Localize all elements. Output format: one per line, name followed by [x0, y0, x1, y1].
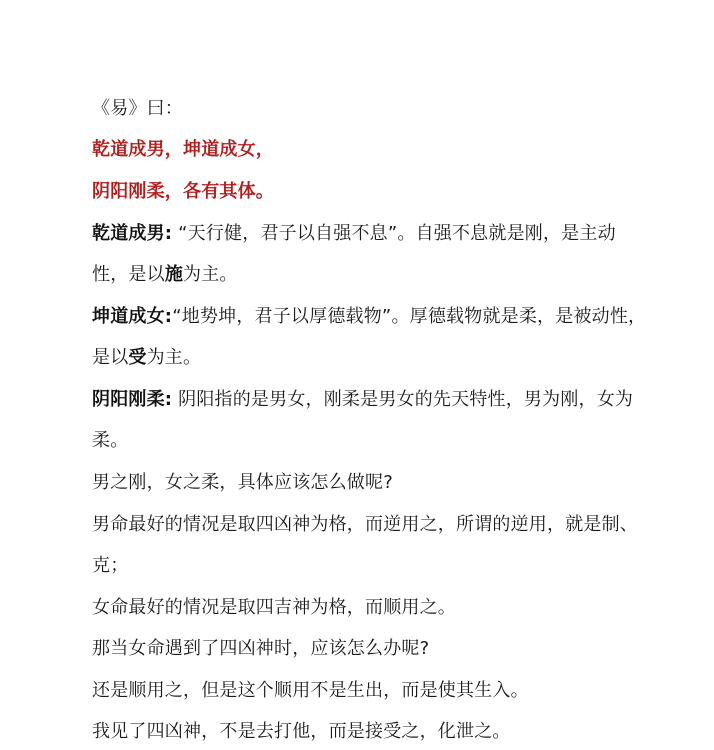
question-text: 男之刚，女之柔，具体应该怎么做呢?	[92, 472, 393, 493]
kun-term: 坤道成女:	[92, 306, 173, 327]
female-text: 女命最好的情况是取四吉神为格，而顺用之。	[92, 597, 456, 618]
last-text: 我见了四凶神，不是去打他，而是接受之，化泄之。	[92, 721, 511, 742]
red-heading-line-1	[92, 138, 274, 162]
qian-term: 乾道成男:	[92, 223, 173, 244]
yinyang-text-2: 柔。	[92, 430, 129, 451]
female-question-paragraph	[92, 637, 429, 661]
yinyang-text-1: 阴阳指的是男女，刚柔是男女的先天特性，男为刚，女为	[172, 389, 634, 410]
kun-text-1: “地势坤，君子以厚德载物”。厚德载物就是柔，是被动性，	[172, 306, 647, 327]
red-heading-text-2: 阴阳刚柔，各有其体。	[92, 181, 274, 202]
question-paragraph	[92, 471, 393, 495]
qian-text-1: “天行健，君子以自强不息”。自强不息就是刚，是主动	[172, 223, 616, 244]
qian-emphasis: 施	[164, 264, 184, 285]
qian-text-2c: 为主。	[183, 264, 238, 285]
kun-paragraph-line-1	[92, 305, 646, 329]
last-paragraph	[92, 720, 511, 744]
qian-paragraph-line-1	[92, 222, 616, 246]
female-paragraph	[92, 596, 456, 620]
yinyang-paragraph-line-2	[92, 429, 128, 453]
kun-emphasis: 受	[128, 347, 147, 368]
quote-header	[92, 97, 183, 121]
quote-header-text: 《易》曰：	[92, 98, 183, 119]
kun-paragraph-line-2	[92, 346, 201, 370]
qian-text-2a: 性，是以	[92, 264, 165, 285]
male-paragraph-line-2	[92, 554, 128, 578]
female-question-text: 那当女命遇到了四凶神时，应该怎么办呢?	[92, 638, 430, 659]
male-paragraph-line-1	[92, 513, 638, 537]
red-heading-line-2	[92, 180, 274, 204]
male-text-1: 男命最好的情况是取四凶神为格，而逆用之，所谓的逆用，就是制、	[92, 514, 638, 535]
red-heading-text-1: 乾道成男，坤道成女，	[92, 139, 274, 160]
yinyang-term: 阴阳刚柔:	[92, 389, 173, 410]
answer-text: 还是顺用之，但是这个顺用不是生出，而是使其生入。	[92, 680, 529, 701]
male-text-2: 克；	[92, 555, 129, 576]
kun-text-2c: 为主。	[146, 347, 202, 368]
kun-text-2a: 是以	[92, 347, 129, 368]
yinyang-paragraph-line-1	[92, 388, 633, 412]
qian-paragraph-line-2	[92, 263, 238, 287]
answer-paragraph	[92, 679, 529, 703]
